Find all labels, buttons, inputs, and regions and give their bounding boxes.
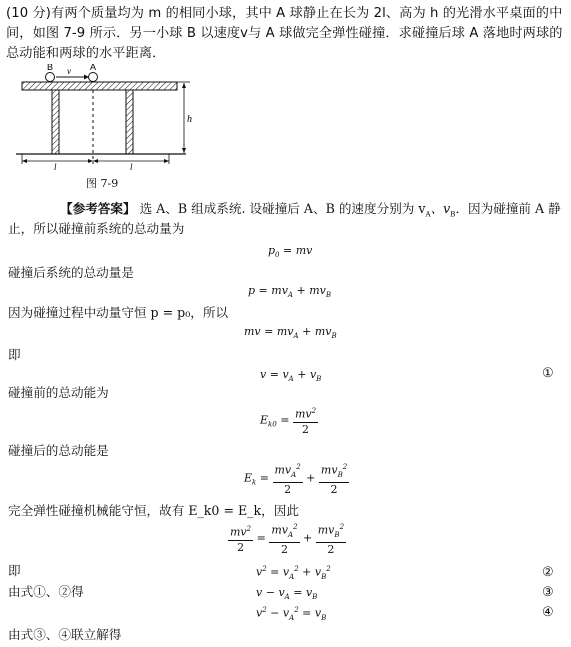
answer-heading: 【参考答案】 (60, 201, 136, 216)
eq-ek: $E_k$ = $\frac{mv_A^2}{2}$ + $\frac{mv_B^2}{2}$ (244, 460, 349, 497)
label-l-left: l (54, 162, 57, 172)
equation-mark-2: ② (542, 565, 554, 580)
eq-energy: $\frac{mv^2}{2}$ = $\frac{mv_A^2}{2}$ + $\frac{mv_B^2}{2}$ (228, 520, 346, 557)
label-l-right: l (130, 162, 133, 172)
equation-mark-4: ④ (542, 605, 554, 620)
table-leg-right (126, 90, 133, 154)
table-leg-left (52, 90, 59, 154)
answer-intro-2: 止，所以碰撞前系统的总动量为 (8, 221, 185, 236)
label-a: A (90, 64, 97, 72)
text-ek-before: 碰撞前的总动能为 (8, 385, 109, 400)
table-top (22, 82, 177, 90)
text-conserve: 因为碰撞过程中动量守恒 p = p₀，所以 (8, 305, 229, 320)
text-from-34: 由式③、④联立解得 (8, 627, 122, 642)
ball-a (89, 73, 98, 82)
equation-mark-1: ① (542, 366, 554, 381)
eq-p: $p = mv_A + mv_B$ (248, 284, 332, 300)
text-after-momentum: 碰撞后系统的总动量是 (8, 265, 134, 280)
table-figure (14, 64, 204, 176)
eq-sqdiff: $v^2 - v_A^2 = v_B$ (256, 606, 327, 622)
text-ji-1: 即 (8, 347, 21, 362)
text-elastic: 完全弹性碰撞机械能守恒，故有 E_k0 = E_k，因此 (8, 503, 299, 518)
figure-caption: 图 7-9 (86, 177, 119, 190)
equation-mark-3: ③ (542, 585, 554, 600)
eq-mv: mv = $mv_A + mv_B$ (244, 325, 337, 341)
ball-b (46, 73, 55, 82)
eq-ek0: $E_{k0}$ = $\frac{mv^2}{2}$ (260, 404, 318, 437)
eq-diff: $v - v_A = v_B$ (256, 586, 318, 602)
eq-v: $v = v_A + v_B$ (260, 368, 322, 384)
eq-p0: $p_0$ = mv (268, 244, 313, 260)
label-v: v (67, 66, 71, 76)
eq-sq: $v^2 = v_A^2 + v_B^2$ (256, 565, 331, 581)
answer-intro: 【参考答案】 选 A、B 组成系统. 设碰撞后 A、B 的速度分别为 $v_A$、$v_B$．因为碰撞前 A 静 (60, 201, 561, 219)
text-from-12: 由式①、②得 (8, 584, 84, 599)
label-b: B (47, 64, 54, 72)
problem-statement: (10 分)有两个质量均为 m 的相同小球，其中 A 球静止在长为 2l、高为 h 的光滑水平桌面的中间，如图 7-9 所示．另一小球 B 以速度v与 A 球做完全弹性碰撞．求碰撞后球 A 落地时两球的总动能和两球的水平距离． (6, 6, 563, 61)
text-ek-after: 碰撞后的总动能是 (8, 443, 109, 458)
text-ji-2: 即 (8, 563, 21, 578)
label-h: h (187, 114, 192, 125)
